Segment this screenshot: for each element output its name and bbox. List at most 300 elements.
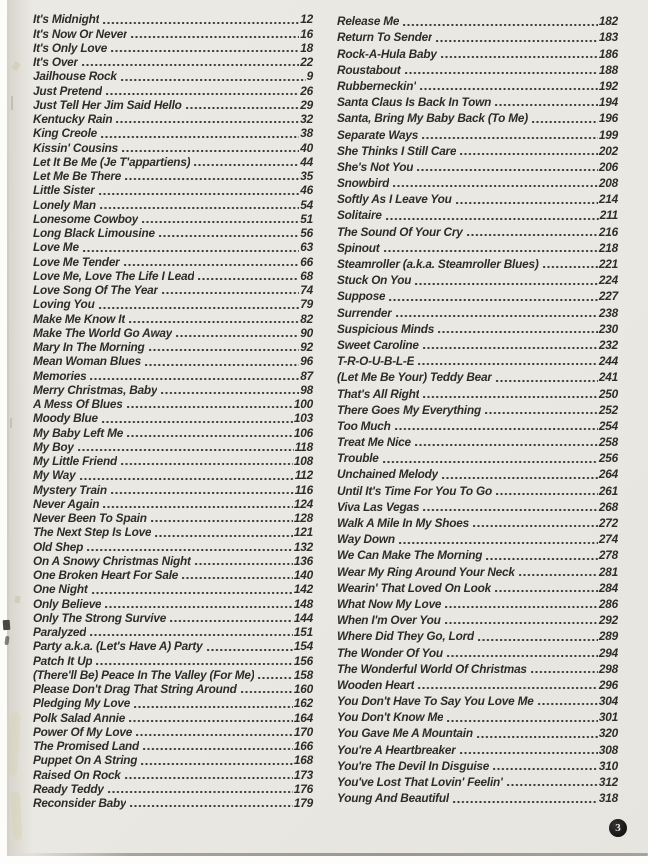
- dot-leader: [531, 121, 598, 123]
- dot-leader: [440, 56, 598, 58]
- song-title: Only The Strong Survive: [33, 611, 167, 625]
- index-entry: [33, 653, 313, 667]
- song-page-number: 22: [300, 55, 313, 69]
- index-entry: [33, 254, 313, 268]
- song-title: Young And Beautiful: [337, 792, 449, 806]
- song-title: Roustabout: [337, 63, 401, 77]
- song-title: Just Pretend: [33, 84, 103, 98]
- song-title: Love Song Of The Year: [33, 284, 158, 297]
- index-entry: [337, 740, 618, 756]
- song-title: (There'll Be) Peace In The Valley (For Me): [33, 668, 255, 682]
- song-title: It's Now Or Never: [33, 27, 128, 41]
- song-title: Steamroller (a.k.a. Steamroller Blues): [337, 258, 539, 271]
- page-number: 3: [615, 821, 621, 834]
- dot-leader: [476, 736, 598, 738]
- song-page-number: 142: [293, 582, 313, 597]
- dot-leader: [161, 292, 299, 294]
- song-page-number: 294: [598, 645, 618, 660]
- dot-leader: [89, 378, 299, 380]
- index-entry: [337, 255, 618, 271]
- song-title: Solitaire: [337, 209, 382, 223]
- index-entry: [33, 226, 313, 240]
- song-page-number: 296: [598, 677, 618, 692]
- song-page-number: 164: [293, 710, 313, 725]
- song-page-number: 12: [300, 12, 313, 27]
- dot-leader: [110, 492, 294, 494]
- index-entry: [33, 668, 313, 682]
- dot-leader: [452, 801, 598, 803]
- song-page-number: 258: [598, 435, 618, 450]
- dot-leader: [91, 592, 293, 594]
- song-title: Until It's Time For You To Go: [337, 484, 492, 498]
- index-entry: [337, 239, 618, 255]
- index-entry: [337, 433, 618, 449]
- index-entry: [337, 465, 618, 481]
- song-page-number: 56: [300, 226, 313, 240]
- index-entry: [33, 397, 313, 411]
- dot-leader: [477, 639, 598, 641]
- song-title: Never Again: [33, 497, 100, 511]
- song-title: Kissin' Cousins: [33, 141, 119, 155]
- index-entry: [33, 511, 313, 525]
- song-title: Treat Me Nice: [337, 436, 411, 450]
- song-page-number: 156: [293, 653, 313, 668]
- dot-leader: [105, 93, 299, 95]
- dot-leader: [193, 164, 299, 166]
- dot-leader: [417, 363, 598, 365]
- song-page-number: 51: [300, 211, 313, 226]
- dot-leader: [394, 428, 598, 430]
- song-page-number: 132: [293, 539, 313, 554]
- song-page-number: 179: [293, 796, 313, 810]
- song-page-number: 230: [598, 321, 618, 336]
- dot-leader: [459, 153, 598, 155]
- dot-leader: [206, 649, 293, 651]
- song-title: It's Over: [33, 56, 78, 69]
- dot-leader: [385, 218, 599, 220]
- index-entry: [33, 326, 313, 340]
- index-entry: [337, 320, 618, 336]
- song-page-number: 140: [293, 568, 313, 582]
- song-title: Patch It Up: [33, 654, 93, 668]
- song-title: There Goes My Everything: [337, 403, 482, 417]
- dot-leader: [169, 620, 293, 622]
- song-page-number: 35: [300, 169, 313, 183]
- index-entry: [337, 336, 618, 352]
- dot-leader: [82, 250, 299, 252]
- index-entry: [337, 61, 618, 77]
- dot-leader: [100, 136, 299, 138]
- index-entry: [33, 411, 313, 425]
- dot-leader: [115, 121, 299, 123]
- dot-leader: [530, 671, 598, 673]
- index-entry: [337, 692, 618, 708]
- index-entry: [337, 222, 618, 238]
- song-title: What Now My Love: [337, 597, 442, 611]
- dot-leader: [383, 250, 598, 252]
- index-entry: [33, 155, 313, 169]
- dot-leader: [495, 380, 598, 382]
- song-title: Raised On Rock: [33, 768, 121, 782]
- song-page-number: 192: [598, 78, 618, 93]
- song-title: Softly As I Leave You: [337, 193, 452, 207]
- dot-leader: [135, 734, 293, 736]
- index-entry: [33, 596, 313, 610]
- song-page-number: 224: [598, 273, 618, 288]
- index-entry: [337, 530, 618, 546]
- dot-leader: [494, 590, 598, 592]
- song-title: You Don't Know Me: [337, 711, 444, 725]
- song-page-number: 68: [300, 268, 313, 283]
- song-title: You're The Devil In Disguise: [337, 759, 490, 773]
- dot-leader: [485, 558, 598, 560]
- index-entry: [33, 539, 313, 553]
- index-entry: [33, 454, 313, 468]
- song-title: Lonely Man: [33, 198, 96, 212]
- dot-leader: [95, 663, 292, 665]
- page-number-badge: [609, 819, 627, 837]
- index-entry: [33, 582, 313, 596]
- song-page-number: 162: [293, 696, 313, 711]
- dot-leader: [495, 493, 598, 495]
- dot-leader: [102, 22, 299, 24]
- index-entry: [33, 639, 313, 653]
- song-page-number: 26: [300, 83, 313, 98]
- song-page-number: 216: [598, 224, 618, 239]
- dot-leader: [402, 24, 598, 26]
- song-page-number: 182: [598, 14, 618, 29]
- song-title: Return To Sender: [337, 31, 433, 45]
- song-page-number: 199: [598, 127, 618, 142]
- dot-leader: [466, 234, 598, 236]
- song-page-number: 151: [293, 625, 313, 639]
- song-title: Reconsider Baby: [33, 797, 127, 810]
- song-page-number: 158: [293, 667, 313, 682]
- song-title: Suppose: [337, 290, 386, 304]
- dot-leader: [416, 169, 598, 171]
- index-entry: [33, 311, 313, 325]
- song-page-number: 310: [598, 758, 618, 773]
- dot-leader: [537, 703, 598, 705]
- song-page-number: 82: [300, 311, 313, 326]
- index-entry: [337, 498, 618, 514]
- index-entry: [337, 109, 618, 125]
- song-title: The Sound Of Your Cry: [337, 225, 463, 239]
- song-title: Surrender: [337, 306, 392, 320]
- song-page-number: 183: [598, 30, 618, 45]
- song-page-number: 238: [598, 305, 618, 320]
- song-title: Merry Christmas, Baby: [33, 383, 158, 397]
- song-title: Long Black Limousine: [33, 227, 155, 240]
- song-page-number: 112: [294, 468, 313, 483]
- dot-leader: [194, 563, 293, 565]
- song-title: Please Don't Drag That String Around: [33, 683, 237, 696]
- song-page-number: 281: [598, 564, 618, 579]
- song-page-number: 284: [598, 580, 618, 595]
- song-title: Wooden Heart: [337, 678, 415, 692]
- song-page-number: 100: [293, 397, 313, 411]
- song-page-number: 98: [300, 382, 313, 397]
- index-entry: [33, 197, 313, 211]
- dot-leader: [129, 805, 293, 807]
- dot-leader: [141, 221, 299, 223]
- song-page-number: 160: [293, 682, 313, 696]
- dot-leader: [542, 266, 598, 268]
- index-entry: [33, 782, 313, 796]
- song-title: Just Tell Her Jim Said Hello: [33, 98, 182, 112]
- song-page-number: 250: [598, 386, 618, 401]
- song-page-number: 264: [598, 467, 618, 482]
- song-title: Old Shep: [33, 540, 84, 554]
- index-entry: [33, 140, 313, 154]
- song-title: Little Sister: [33, 184, 95, 198]
- dot-leader: [124, 777, 293, 779]
- song-title: Viva Las Vegas: [337, 500, 420, 514]
- index-entry: [337, 676, 618, 692]
- dot-leader: [392, 185, 598, 187]
- song-title: It's Only Love: [33, 41, 108, 55]
- dot-leader: [99, 207, 299, 209]
- dot-leader: [128, 321, 299, 323]
- song-title: Loving You: [33, 298, 95, 312]
- song-title: Pledging My Love: [33, 697, 131, 711]
- index-column-right: [337, 12, 618, 805]
- dot-leader: [102, 506, 293, 508]
- song-title: Snowbird: [337, 177, 390, 191]
- index-entry: [33, 183, 313, 197]
- dot-leader: [104, 606, 292, 608]
- dot-leader: [79, 478, 294, 480]
- index-entry: [337, 562, 618, 578]
- song-page-number: 318: [598, 791, 618, 806]
- index-entry: [337, 28, 618, 44]
- dot-leader: [120, 79, 306, 81]
- index-entry: [33, 55, 313, 69]
- song-page-number: 74: [300, 283, 313, 297]
- dot-leader: [158, 235, 299, 237]
- dot-leader: [437, 331, 598, 333]
- dot-leader: [404, 72, 598, 74]
- song-title: My Boy: [33, 440, 74, 454]
- song-title: She's Not You: [337, 160, 414, 174]
- index-entry: [33, 568, 313, 582]
- index-entry: [337, 303, 618, 319]
- song-title: The Wonder Of You: [337, 646, 443, 660]
- index-entry: [337, 174, 618, 190]
- song-page-number: 9: [306, 69, 313, 84]
- song-title: Let Me Be There: [33, 170, 122, 183]
- dot-leader: [181, 577, 293, 579]
- song-page-number: 108: [293, 454, 313, 468]
- index-entry: [337, 757, 618, 773]
- index-entry: [33, 354, 313, 368]
- song-page-number: 254: [598, 418, 618, 433]
- scan-left-margin: [0, 0, 7, 864]
- song-page-number: 221: [598, 257, 618, 271]
- song-page-number: 148: [293, 596, 313, 611]
- index-entry: [337, 271, 618, 287]
- song-title: My Little Friend: [33, 455, 117, 468]
- index-entry: [337, 401, 618, 417]
- song-title: Spinout: [337, 241, 380, 255]
- song-page-number: 206: [598, 159, 618, 174]
- song-page-number: 289: [598, 629, 618, 644]
- song-page-number: 194: [598, 95, 618, 110]
- dot-leader: [257, 677, 292, 679]
- dot-leader: [128, 720, 293, 722]
- song-page-number: 252: [598, 402, 618, 417]
- song-page-number: 214: [598, 192, 618, 207]
- song-title: Unchained Melody: [337, 468, 439, 482]
- index-entry: [33, 297, 313, 311]
- index-entry: [33, 126, 313, 140]
- song-title: T-R-O-U-B-L-E: [337, 355, 415, 369]
- dot-leader: [506, 784, 598, 786]
- song-title: Too Much: [337, 419, 391, 433]
- dot-leader: [120, 463, 293, 465]
- song-title: Make Me Know It: [33, 312, 126, 326]
- index-entry: [33, 696, 313, 710]
- dot-leader: [414, 444, 598, 446]
- song-title: That's All Right: [337, 387, 420, 401]
- song-title: Only Believe: [33, 597, 102, 611]
- dot-leader: [395, 315, 598, 317]
- song-title: Rock-A-Hula Baby: [337, 47, 437, 61]
- song-page-number: 63: [300, 240, 313, 255]
- song-page-number: 168: [293, 753, 313, 768]
- song-title: Polk Salad Annie: [33, 711, 126, 725]
- song-page-number: 66: [300, 254, 313, 269]
- song-page-number: 196: [598, 111, 618, 126]
- song-page-number: 272: [598, 516, 618, 530]
- index-entry: [337, 546, 618, 562]
- index-entry: [337, 190, 618, 206]
- song-page-number: 44: [300, 154, 313, 169]
- dot-leader: [494, 104, 598, 106]
- song-title: You're A Heartbreaker: [337, 743, 456, 757]
- index-entry: [337, 595, 618, 611]
- dot-leader: [435, 40, 598, 42]
- song-title: Suspicious Minds: [337, 322, 435, 336]
- song-page-number: 244: [598, 354, 618, 369]
- index-entry: [33, 368, 313, 382]
- song-title: Moody Blue: [33, 412, 98, 426]
- song-title: Love Me: [33, 241, 79, 255]
- song-title: You've Lost That Lovin' Feelin': [337, 776, 503, 789]
- song-title: She Thinks I Still Care: [337, 144, 457, 158]
- song-page-number: 92: [300, 340, 313, 354]
- song-page-number: 40: [300, 140, 313, 155]
- song-title: One Night: [33, 583, 88, 597]
- song-title: Love Me Tender: [33, 255, 120, 269]
- dot-leader: [422, 509, 598, 511]
- song-page-number: 96: [300, 354, 313, 369]
- song-title: My Baby Left Me: [33, 426, 124, 440]
- song-page-number: 256: [598, 451, 618, 466]
- song-page-number: 106: [293, 425, 313, 440]
- song-title: Memories: [33, 369, 87, 383]
- index-entry: [337, 142, 618, 158]
- song-page-number: 218: [598, 240, 618, 255]
- song-page-number: 166: [293, 739, 313, 753]
- song-title: Where Did They Go, Lord: [337, 630, 474, 644]
- index-entry: [33, 383, 313, 397]
- index-entry: [33, 468, 313, 482]
- dot-leader: [121, 150, 299, 152]
- song-page-number: 301: [598, 710, 618, 725]
- index-entry: [33, 554, 313, 568]
- dot-leader: [148, 349, 300, 351]
- song-page-number: 304: [598, 694, 618, 709]
- song-title: Make The World Go Away: [33, 326, 173, 340]
- song-title: The Next Step Is Love: [33, 526, 152, 540]
- song-title: You Gave Me A Mountain: [337, 727, 473, 741]
- song-page-number: 286: [598, 596, 618, 611]
- index-entry: [337, 449, 618, 465]
- song-title: One Broken Heart For Sale: [33, 569, 179, 582]
- song-title: You Don't Have To Say You Love Me: [337, 695, 534, 709]
- song-title: Paralyzed: [33, 626, 87, 639]
- song-page-number: 274: [598, 532, 618, 547]
- index-entry: [337, 660, 618, 676]
- song-title: Jailhouse Rock: [33, 70, 117, 84]
- scan-artifact-mark: [3, 620, 11, 630]
- song-page-number: 46: [300, 183, 313, 198]
- song-title: King Creole: [33, 127, 98, 141]
- index-entry: [337, 789, 618, 805]
- song-title: (Let Me Be Your) Teddy Bear: [337, 371, 492, 385]
- dot-leader: [240, 691, 293, 693]
- song-title: When I'm Over You: [337, 614, 441, 628]
- song-title: On A Snowy Christmas Night: [33, 554, 191, 568]
- index-entry: [337, 481, 618, 497]
- dot-leader: [422, 347, 598, 349]
- index-entry: [337, 158, 618, 174]
- song-page-number: 241: [598, 370, 618, 385]
- index-entry: [337, 643, 618, 659]
- index-entry: [33, 625, 313, 639]
- dot-leader: [444, 606, 598, 608]
- song-page-number: 292: [598, 613, 618, 628]
- index-entry: [33, 169, 313, 183]
- index-entry: [33, 240, 313, 254]
- index-entry: [337, 384, 618, 400]
- index-entry: [337, 627, 618, 643]
- song-title: Stuck On You: [337, 274, 412, 288]
- index-entry: [337, 514, 618, 530]
- song-page-number: 227: [598, 289, 618, 304]
- song-page-number: 278: [598, 548, 618, 563]
- index-entry: [33, 41, 313, 55]
- song-page-number: 173: [293, 767, 313, 782]
- song-page-number: 103: [293, 411, 313, 426]
- song-title: It's Midnight: [33, 13, 100, 27]
- song-page-number: 176: [293, 781, 313, 796]
- scan-artifact-mark: [11, 96, 13, 110]
- index-entry: [337, 93, 618, 109]
- dot-leader: [459, 752, 598, 754]
- song-page-number: 202: [598, 143, 618, 158]
- song-title: Trouble: [337, 452, 379, 466]
- song-title: A Mess Of Blues: [33, 398, 123, 411]
- dot-leader: [86, 549, 293, 551]
- dot-leader: [422, 396, 598, 398]
- song-page-number: 124: [293, 496, 313, 511]
- song-page-number: 154: [293, 639, 313, 654]
- dot-leader: [110, 50, 299, 52]
- index-entry: [337, 206, 618, 222]
- song-title: Kentucky Rain: [33, 113, 113, 126]
